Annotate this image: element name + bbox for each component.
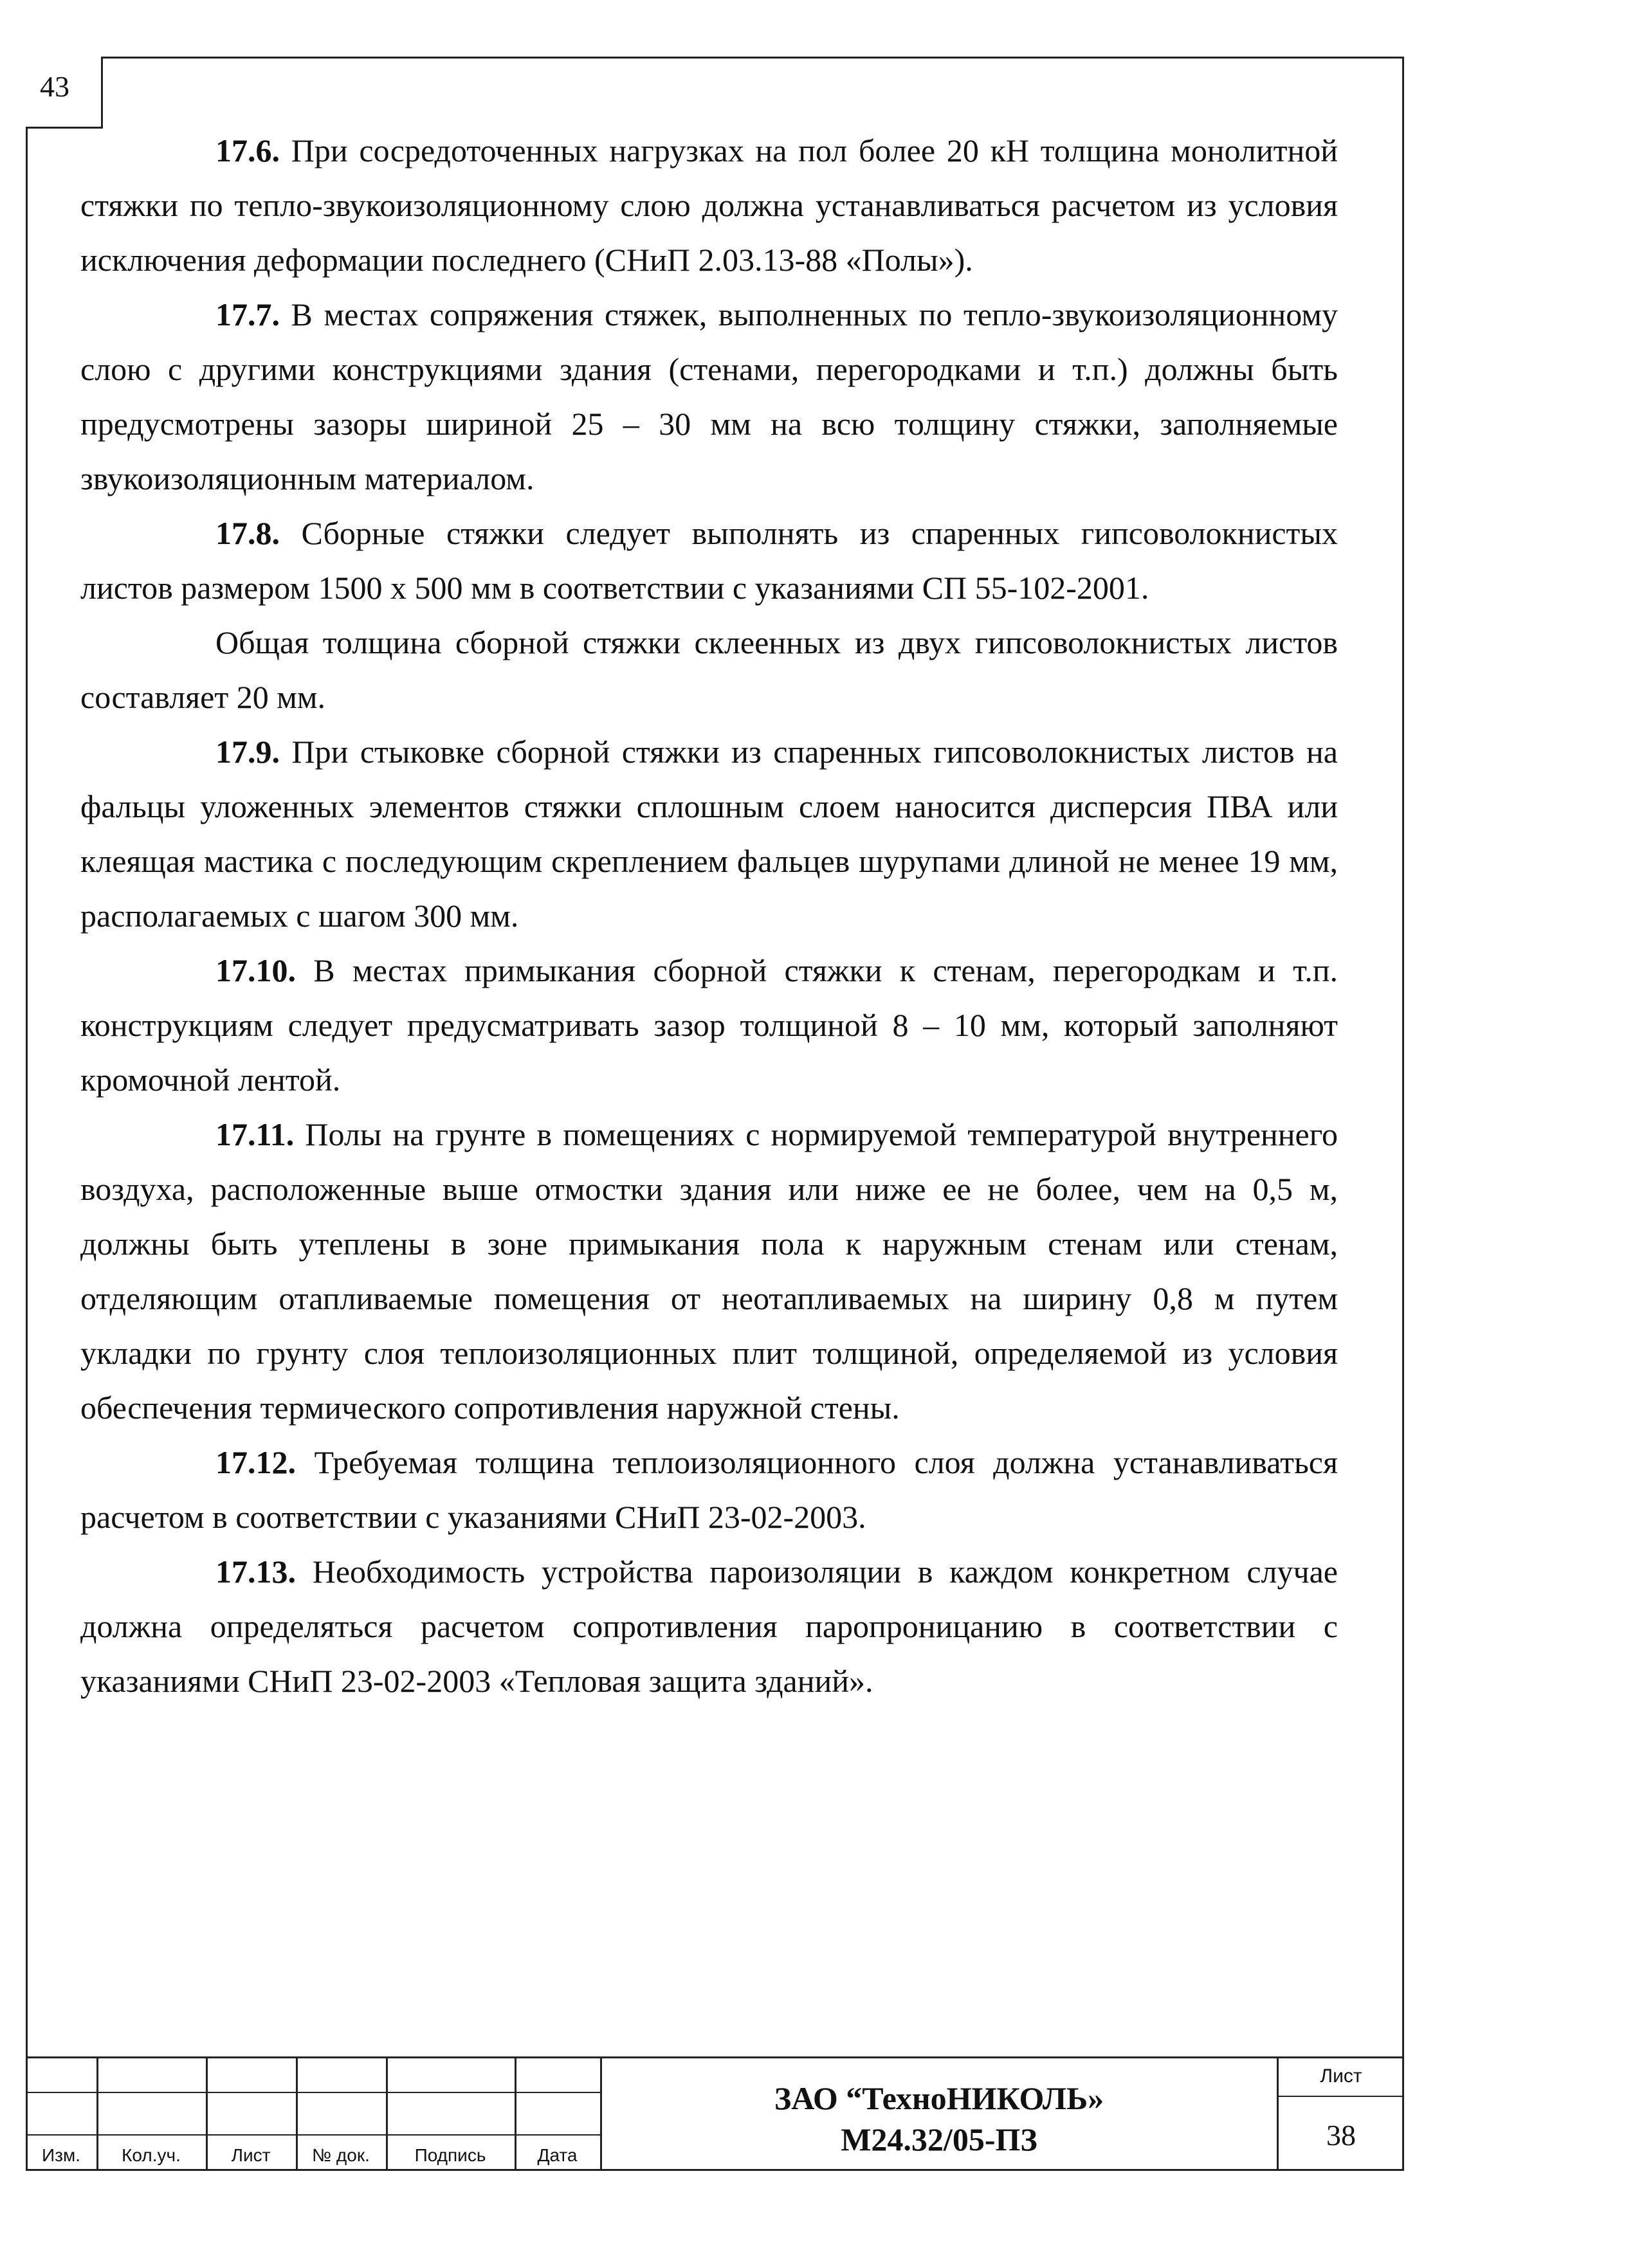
stamp-col-list: Лист [231, 2145, 271, 2165]
paragraph-17-6 [80, 123, 1338, 287]
clause-text: Общая толщина сборной стяжки склеенных из двух гипсоволокнистых листов составляет 20 мм. [80, 624, 1338, 715]
clause-text: В местах примыкания сборной стяжки к стенам, перегородкам и т.п. конструкциям следует предусматривать зазор толщиной 8 – 10 мм, который заполняют кромочной лентой. [80, 952, 1338, 1098]
clause-text: Требуемая толщина теплоизоляционного слоя должна устанавливаться расчетом в соответствии с указаниями СНиП 23-02-2003. [80, 1444, 1338, 1535]
paragraph-17-12 [80, 1435, 1338, 1545]
paragraph-17-10 [80, 943, 1338, 1107]
paragraph-17-11 [80, 1107, 1338, 1435]
stamp-col-kol-uch: Кол.уч. [122, 2145, 181, 2165]
stamp-sheet-label: Лист [1320, 2065, 1362, 2087]
clause-number: 17.10. [215, 952, 296, 988]
page-number: 43 [40, 70, 69, 103]
frame-right-border [1402, 57, 1404, 2170]
stamp-col-date: Дата [537, 2145, 578, 2165]
document-body [80, 123, 1338, 1709]
stamp-col-izm: Изм. [42, 2145, 80, 2165]
clause-text: Сборные стяжки следует выполнять из спаренных гипсоволокнистых листов размером 1500 х 500 мм в соответствии с указаниями СП 55-102-2001. [80, 515, 1338, 606]
clause-text: Полы на грунте в помещениях с нормируемой температурой внутреннего воздуха, расположенные выше отмостки здания или ниже ее не более, чем на 0,5 м, должны быть утеплены в зоне примыкания пола к наружным стенам или стенам, отделяющим отапливаемые помещения от неотапливаемых на ширину 0,8 м путем укладки по грунту слоя теплоизоляционных плит толщиной, определяемой из условия обеспечения термического сопротивления наружной стены. [80, 1116, 1338, 1426]
clause-number: 17.12. [215, 1444, 296, 1480]
stamp-col-doc-no: № док. [312, 2145, 370, 2165]
clause-text: В местах сопряжения стяжек, выполненных по тепло-звукоизоляционному слою с другими конструкциями здания (стенами, перегородками и т.п.) должны быть предусмотрены зазоры шириной 25 – 30 мм на всю толщину стяжки, заполняемые звукоизоляционным материалом. [80, 296, 1338, 496]
clause-number: 17.8. [215, 515, 280, 551]
stamp-organization [601, 2078, 1277, 2160]
clause-number: 17.6. [215, 132, 280, 168]
paragraph-17-8 [80, 506, 1338, 615]
frame-left-border [26, 129, 28, 2170]
paragraph-17-9 [80, 725, 1338, 943]
clause-number: 17.9. [215, 734, 280, 770]
stamp-col-signature: Подпись [414, 2145, 486, 2165]
title-block-stamp [26, 2056, 1404, 2171]
stamp-sheet-line [1277, 2096, 1404, 2097]
stamp-doc-code: М24.32/05-ПЗ [841, 2121, 1037, 2157]
stamp-org-name: ЗАО “ТехноНИКОЛЬ» [774, 2080, 1104, 2116]
paragraph-17-8-note [80, 615, 1338, 725]
stamp-sheet-number: 38 [1326, 2119, 1356, 2152]
clause-text: При сосредоточенных нагрузках на пол более 20 кН толщина монолитной стяжки по тепло-звукоизоляционному слою должна устанавливаться расчетом из условия исключения деформации последнего (СНиП 2.03.13-88 «Полы»). [80, 132, 1338, 278]
frame-top-border [103, 57, 1403, 59]
clause-number: 17.11. [215, 1116, 295, 1152]
paragraph-17-7 [80, 287, 1338, 506]
clause-number: 17.7. [215, 296, 280, 332]
paragraph-17-13 [80, 1545, 1338, 1709]
clause-text: Необходимость устройства пароизоляции в каждом конкретном случае должна определяться расчетом сопротивления паропроницанию в соответствии с указаниями СНиП 23-02-2003 «Тепловая защита зданий». [80, 1554, 1338, 1699]
clause-number: 17.13. [215, 1554, 296, 1590]
clause-text: При стыковке сборной стяжки из спаренных гипсоволокнистых листов на фальцы уложенных элементов стяжки сплошным слоем наносится дисперсия ПВА или клеящая мастика с последующим скреплением фальцев шурупами длиной не менее 19 мм, располагаемых с шагом 300 мм. [80, 734, 1338, 934]
